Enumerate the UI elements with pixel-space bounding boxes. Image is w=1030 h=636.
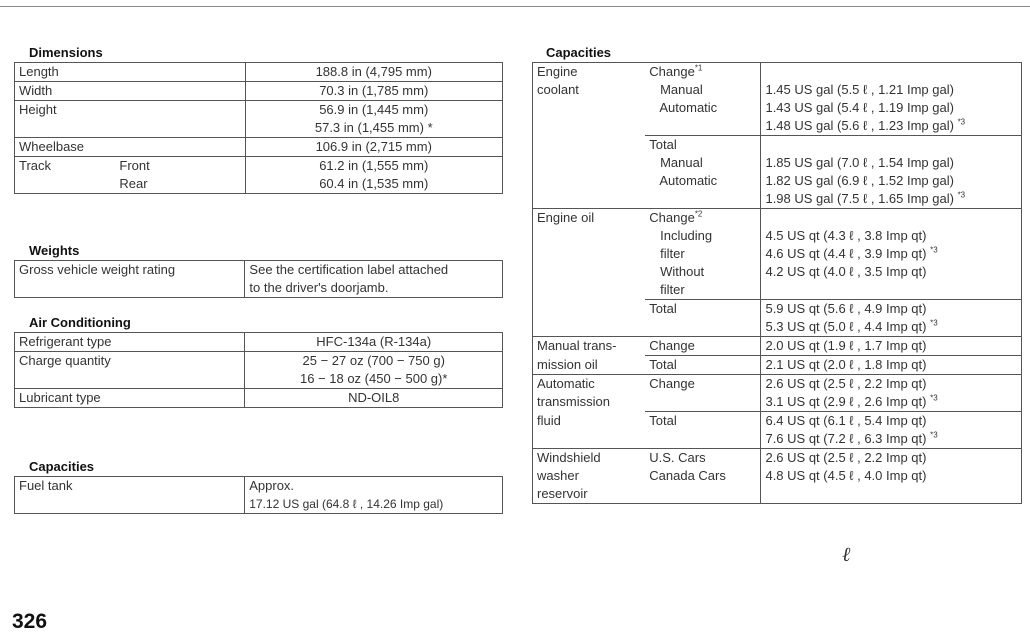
capacity-item: Engine — [533, 63, 646, 82]
dimensions-table — [14, 62, 503, 194]
capacity-type-text: filter — [649, 246, 685, 261]
capacity-type-text: Change — [649, 64, 695, 79]
ac-row — [15, 370, 503, 389]
capacity-type-text: Manual — [649, 155, 703, 170]
capacity-item — [533, 190, 646, 209]
capacity-type-text: Automatic — [649, 100, 718, 115]
weights-table — [14, 260, 503, 298]
dimension-sublabel: Front — [115, 157, 245, 176]
capacity-value — [761, 263, 1022, 281]
capacity-row — [533, 449, 1022, 468]
capacity-item: coolant — [533, 81, 646, 99]
ac-row — [15, 389, 503, 408]
capacity-item — [533, 281, 646, 300]
capacity-value-text: 6.4 US qt (6.1 ℓ , 5.4 Imp qt) — [765, 413, 927, 428]
capacity-row — [533, 227, 1022, 245]
capacity-type-text: Total — [649, 137, 677, 152]
dimension-label — [15, 119, 116, 138]
capacity-value — [761, 300, 1022, 319]
capacity-value-text: 5.9 US qt (5.6 ℓ , 4.9 Imp qt) — [765, 301, 927, 316]
ac-label — [15, 370, 245, 389]
capacity-row — [533, 136, 1022, 155]
capacity-item — [533, 99, 646, 117]
capacity-item: Windshield — [533, 449, 646, 468]
footnote-marker: *3 — [930, 393, 938, 403]
capacity-row — [533, 117, 1022, 136]
footnote-marker: *3 — [930, 318, 938, 328]
capacity-type — [645, 449, 761, 468]
capacity-type-text: Manual — [649, 82, 703, 97]
capacity-row — [533, 154, 1022, 172]
fuel-capacity-table — [14, 476, 503, 514]
dimension-sublabel — [115, 63, 245, 82]
dimension-value: 61.2 in (1,555 mm) — [245, 157, 503, 176]
capacity-value — [761, 337, 1022, 356]
capacity-type — [645, 281, 761, 300]
ac-label: Refrigerant type — [15, 333, 245, 352]
capacity-type — [645, 356, 761, 375]
dimension-row — [15, 175, 503, 194]
capacity-value-text: 1.45 US gal (5.5 ℓ , 1.21 Imp gal) — [765, 82, 954, 97]
dimension-row — [15, 138, 503, 157]
footnote-marker: *3 — [930, 245, 938, 255]
dimension-value: 106.9 in (2,715 mm) — [245, 138, 503, 157]
capacity-row — [533, 356, 1022, 375]
capacity-type-text: U.S. Cars — [649, 450, 706, 465]
capacities-right-title: Capacities — [546, 45, 612, 60]
weights-value-line2: to the driver's doorjamb. — [245, 279, 503, 298]
capacity-value-text: 7.6 US qt (7.2 ℓ , 6.3 Imp qt) — [765, 431, 927, 446]
capacity-row — [533, 172, 1022, 190]
capacity-item — [533, 154, 646, 172]
weights-title: Weights — [29, 243, 80, 258]
capacity-type — [645, 393, 761, 412]
capacity-item: washer — [533, 467, 646, 485]
dimension-sublabel: Rear — [115, 175, 245, 194]
capacity-type — [645, 467, 761, 485]
capacity-type — [645, 318, 761, 337]
capacity-row — [533, 263, 1022, 281]
capacity-row — [533, 467, 1022, 485]
top-rule — [0, 6, 1030, 7]
capacity-value-text: 1.98 US gal (7.5 ℓ , 1.65 Imp gal) — [765, 191, 954, 206]
capacity-value — [761, 375, 1022, 394]
capacity-value-text: 3.1 US qt (2.9 ℓ , 2.6 Imp qt) — [765, 394, 927, 409]
fuel-tank-label-blank — [15, 495, 245, 514]
weights-value-line1: See the certification label attached — [245, 261, 503, 280]
capacity-value — [761, 63, 1022, 82]
capacity-value-text: 4.5 US qt (4.3 ℓ , 3.8 Imp qt) — [765, 228, 927, 243]
capacity-item: reservoir — [533, 485, 646, 504]
capacity-type — [645, 154, 761, 172]
capacity-row — [533, 412, 1022, 431]
dimension-value: 60.4 in (1,535 mm) — [245, 175, 503, 194]
capacity-type — [645, 63, 761, 82]
capacity-type — [645, 485, 761, 504]
capacity-value-text: 2.1 US qt (2.0 ℓ , 1.8 Imp qt) — [765, 357, 927, 372]
capacity-item: transmission — [533, 393, 646, 412]
footnote-marker: *3 — [957, 190, 966, 200]
capacity-value-text: 2.6 US qt (2.5 ℓ , 2.2 Imp qt) — [765, 450, 927, 465]
dimension-sublabel — [115, 101, 245, 120]
fuel-tank-label: Fuel tank — [15, 477, 245, 496]
capacity-value — [761, 467, 1022, 485]
capacity-type — [645, 81, 761, 99]
air-conditioning-table — [14, 332, 503, 408]
dimension-label: Track — [15, 157, 116, 176]
dimension-sublabel — [115, 138, 245, 157]
capacity-row — [533, 281, 1022, 300]
capacity-value-text: 1.85 US gal (7.0 ℓ , 1.54 Imp gal) — [765, 155, 954, 170]
dimension-label: Width — [15, 82, 116, 101]
capacity-item: Engine oil — [533, 209, 646, 228]
capacity-value — [761, 99, 1022, 117]
capacity-row — [533, 375, 1022, 394]
dimension-sublabel — [115, 82, 245, 101]
capacity-type — [645, 337, 761, 356]
fuel-tank-value-line1: Approx. — [245, 477, 503, 496]
capacity-value — [761, 281, 1022, 300]
capacity-item — [533, 117, 646, 136]
weights-label: Gross vehicle weight rating — [15, 261, 245, 280]
stray-mark: ℓ — [842, 542, 851, 566]
capacity-type-text: Without — [649, 264, 705, 279]
capacity-type — [645, 117, 761, 136]
capacity-value — [761, 245, 1022, 263]
dimension-sublabel — [115, 119, 245, 138]
ac-row — [15, 352, 503, 371]
capacity-value-text: 2.6 US qt (2.5 ℓ , 2.2 Imp qt) — [765, 376, 927, 391]
capacity-item — [533, 136, 646, 155]
capacity-row — [533, 337, 1022, 356]
capacity-type-text: Total — [649, 301, 677, 316]
capacity-type — [645, 412, 761, 431]
capacity-type-text: Change — [649, 376, 695, 391]
capacity-value-text: 4.2 US qt (4.0 ℓ , 3.5 Imp qt) — [765, 264, 927, 279]
capacity-type-text: Change — [649, 338, 695, 353]
weights-label-blank — [15, 279, 245, 298]
dimension-label — [15, 175, 116, 194]
page-number: 326 — [12, 610, 48, 633]
capacity-row — [533, 99, 1022, 117]
capacity-item — [533, 318, 646, 337]
capacity-item — [533, 227, 646, 245]
air-conditioning-title: Air Conditioning — [29, 315, 131, 330]
capacity-type — [645, 190, 761, 209]
ac-value: 16 − 18 oz (450 − 500 g)* — [245, 370, 503, 389]
capacity-value — [761, 318, 1022, 337]
capacity-value — [761, 117, 1022, 136]
capacity-type-text: Automatic — [649, 173, 718, 188]
capacity-type — [645, 375, 761, 394]
capacity-type-text: Change — [649, 210, 695, 225]
capacity-value — [761, 81, 1022, 99]
capacity-value — [761, 209, 1022, 228]
capacity-type-text: Canada Cars — [649, 468, 726, 483]
capacity-value — [761, 485, 1022, 504]
fuel-tank-value-line2: 17.12 US gal (64.8 ℓ , 14.26 Imp gal) — [245, 495, 503, 514]
dimension-value: 188.8 in (4,795 mm) — [245, 63, 503, 82]
dimension-value: 56.9 in (1,445 mm) — [245, 101, 503, 120]
ac-value: ND-OIL8 — [245, 389, 503, 408]
capacity-type-text: Total — [649, 413, 677, 428]
capacity-type — [645, 245, 761, 263]
capacity-value-text: 1.48 US gal (5.6 ℓ , 1.23 Imp gal) — [765, 118, 954, 133]
capacity-type — [645, 99, 761, 117]
capacity-value — [761, 356, 1022, 375]
capacity-row — [533, 393, 1022, 412]
ac-label: Charge quantity — [15, 352, 245, 371]
capacity-type — [645, 227, 761, 245]
capacity-row — [533, 245, 1022, 263]
capacity-value-text: 4.6 US qt (4.4 ℓ , 3.9 Imp qt) — [765, 246, 927, 261]
capacity-value-text: 2.0 US qt (1.9 ℓ , 1.7 Imp qt) — [765, 338, 927, 353]
capacity-row — [533, 209, 1022, 228]
capacity-type — [645, 209, 761, 228]
capacity-row — [533, 430, 1022, 449]
capacity-value — [761, 412, 1022, 431]
dimension-row — [15, 63, 503, 82]
capacity-type — [645, 172, 761, 190]
capacity-item — [533, 172, 646, 190]
capacities-left-title: Capacities — [29, 459, 95, 474]
capacity-value — [761, 393, 1022, 412]
dimensions-title: Dimensions — [29, 45, 103, 60]
capacity-value — [761, 449, 1022, 468]
footnote-marker: *1 — [694, 63, 703, 73]
dimension-row — [15, 157, 503, 176]
capacity-value — [761, 136, 1022, 155]
capacity-row — [533, 300, 1022, 319]
capacity-type — [645, 136, 761, 155]
capacity-value-text: 1.43 US gal (5.4 ℓ , 1.19 Imp gal) — [765, 100, 954, 115]
footnote-marker: *3 — [957, 117, 966, 127]
footnote-marker: *2 — [694, 209, 703, 219]
capacity-value-text: 1.82 US gal (6.9 ℓ , 1.52 Imp gal) — [765, 173, 954, 188]
capacity-row — [533, 190, 1022, 209]
capacity-row — [533, 81, 1022, 99]
capacity-item — [533, 245, 646, 263]
capacity-type — [645, 430, 761, 449]
ac-label: Lubricant type — [15, 389, 245, 408]
capacity-value — [761, 154, 1022, 172]
capacity-type-text: filter — [649, 282, 685, 297]
capacity-item: fluid — [533, 412, 646, 431]
dimension-label: Wheelbase — [15, 138, 116, 157]
dimension-label: Length — [15, 63, 116, 82]
capacity-value-text: 4.8 US qt (4.5 ℓ , 4.0 Imp qt) — [765, 468, 927, 483]
capacity-value — [761, 227, 1022, 245]
dimension-label: Height — [15, 101, 116, 120]
capacity-row — [533, 485, 1022, 504]
capacity-value — [761, 172, 1022, 190]
capacity-item — [533, 430, 646, 449]
capacity-type-text: Including — [649, 228, 713, 243]
capacity-item — [533, 263, 646, 281]
dimension-row — [15, 101, 503, 120]
ac-value: 25 − 27 oz (700 − 750 g) — [245, 352, 503, 371]
capacity-value — [761, 190, 1022, 209]
ac-row — [15, 333, 503, 352]
capacities-table — [532, 62, 1022, 504]
capacity-value-text: 5.3 US qt (5.0 ℓ , 4.4 Imp qt) — [765, 319, 927, 334]
dimension-row — [15, 82, 503, 101]
dimension-value: 70.3 in (1,785 mm) — [245, 82, 503, 101]
capacity-type-text: Total — [649, 357, 677, 372]
capacity-item — [533, 300, 646, 319]
capacity-row — [533, 63, 1022, 82]
footnote-marker: *3 — [930, 430, 938, 440]
capacity-type — [645, 263, 761, 281]
dimension-row — [15, 119, 503, 138]
capacity-item: Automatic — [533, 375, 646, 394]
ac-value: HFC-134a (R-134a) — [245, 333, 503, 352]
capacity-row — [533, 318, 1022, 337]
capacity-value — [761, 430, 1022, 449]
capacity-item: mission oil — [533, 356, 646, 375]
capacity-item: Manual trans- — [533, 337, 646, 356]
capacity-type — [645, 300, 761, 319]
dimension-value: 57.3 in (1,455 mm) * — [245, 119, 503, 138]
